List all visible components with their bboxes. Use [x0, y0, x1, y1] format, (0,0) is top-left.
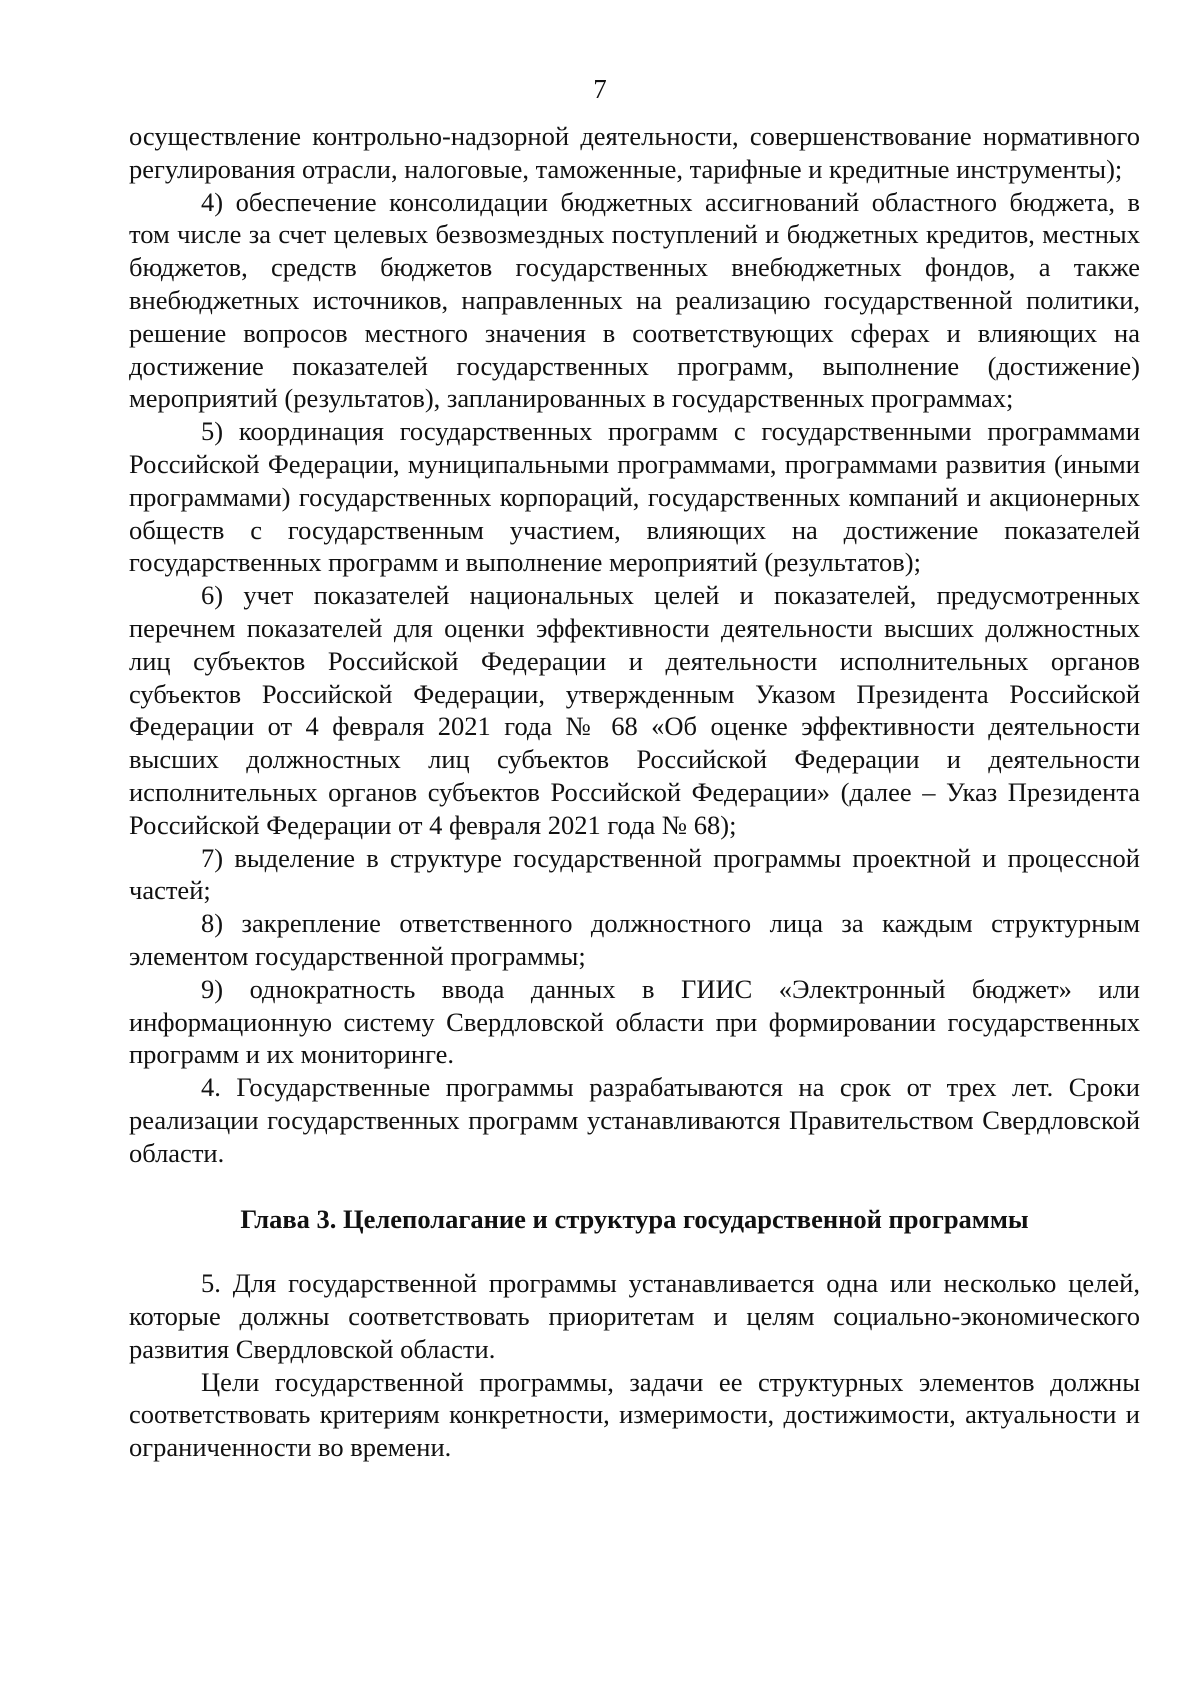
- page-number: 7: [593, 74, 607, 104]
- paragraph-item-6: 6) учет показателей национальных целей и показателей, предусмотренных перечнем показателей для оценки эффективности деятельности высших должностных лиц субъектов Российской Федерации и деятельности исполнительных органов субъектов Российской Федерации, утвержденным Указом Президента Российской Федерации от 4 февраля 2021 года № 68 «Об оценке эффективности деятельности высших должностных лиц субъектов Российской Федерации и деятельности исполнительных органов субъектов Российской Федерации» (далее – Указ Президента Российской Федерации от 4 февраля 2021 года № 68);: [129, 580, 1140, 840]
- paragraph-item-7: 7) выделение в структуре государственной программы проектной и процессной частей;: [129, 842, 1140, 906]
- chapter-heading: Глава 3. Целеполагание и структура государственной программы: [240, 1203, 1029, 1234]
- paragraph-item-4: 4) обеспечение консолидации бюджетных ассигнований областного бюджета, в том числе за счет целевых безвозмездных поступлений и бюджетных кредитов, местных бюджетов, средств бюджетов государственных внебюджетных фондов, а также внебюджетных источников, направленных на реализацию государственной политики, решение вопросов местного значения в соответствующих сферах и влияющих на достижение показателей государственных программ, выполнение (достижение) мероприятий (результатов), запланированных в государственных программах;: [129, 186, 1140, 414]
- paragraph-item-8: 8) закрепление ответственного должностного лица за каждым структурным элементом государственной программы;: [129, 908, 1140, 971]
- document-body: [129, 120, 1140, 1464]
- paragraph-item-9: 9) однократность ввода данных в ГИИС «Электронный бюджет» или информационную систему Свердловской области при формировании государственных программ и их мониторинге.: [129, 973, 1140, 1070]
- paragraph-clause-4: 4. Государственные программы разрабатываются на срок от трех лет. Сроки реализации государственных программ устанавливаются Правительством Свердловской области.: [129, 1072, 1140, 1168]
- paragraph-goals: Цели государственной программы, задачи ее структурных элементов должны соответствовать критериям конкретности, измеримости, достижимости, актуальности и ограниченности во времени.: [129, 1366, 1140, 1463]
- paragraph-clause-5: 5. Для государственной программы устанавливается одна или несколько целей, которые должны соответствовать приоритетам и целям социально-экономического развития Свердловской области.: [129, 1268, 1140, 1364]
- paragraph-item-5: 5) координация государственных программ с государственными программами Российской Федерации, муниципальными программами, программами развития (иными программами) государственных корпораций, государственных компаний и акционерных обществ с государственным участием, влияющих на достижение показателей государственных программ и выполнение мероприятий (результатов);: [129, 416, 1140, 578]
- paragraph-continuation: осуществление контрольно-надзорной деятельности, совершенствование нормативного регулирования отрасли, налоговые, таможенные, тарифные и кредитные инструменты);: [129, 121, 1140, 184]
